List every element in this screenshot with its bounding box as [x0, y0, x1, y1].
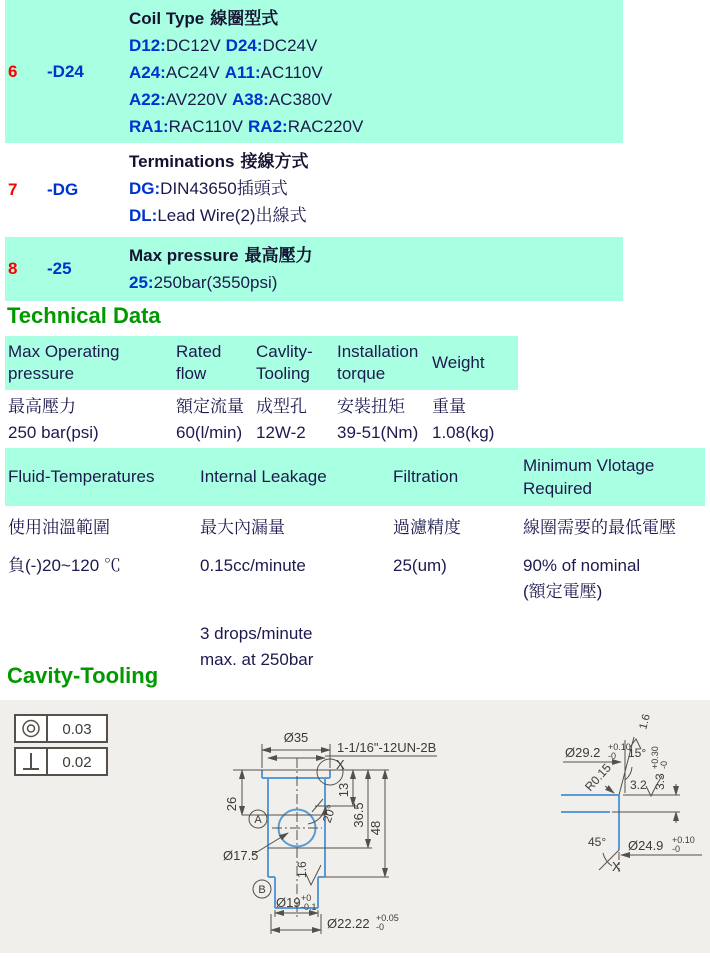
- gdt-frame-concentricity: [15, 715, 107, 742]
- cell-value: 90% of nominal (額定電壓): [523, 556, 641, 601]
- header-minimum-voltage: Minimum Vlotage Required: [523, 456, 655, 498]
- option-value: DC24V: [262, 36, 318, 55]
- order-row-number: 7: [8, 180, 18, 199]
- cell-zh: 重量: [432, 397, 466, 416]
- dim-dia19: Ø19: [276, 895, 301, 910]
- dim-48: 48: [368, 820, 383, 836]
- order-row-code: -25: [47, 259, 72, 278]
- dim-dia29-2: Ø29.2: [565, 745, 601, 760]
- dia22-tol-dn: -0: [376, 922, 385, 932]
- dia24-tol-up: +0.10: [672, 835, 695, 845]
- cell-value: 1.08(kg): [432, 423, 495, 442]
- finish-3-2: 3.2: [630, 778, 647, 792]
- dim-3-3: 3.3: [653, 773, 667, 790]
- order-row-content: [129, 237, 623, 301]
- cell-zh: 線圈需要的最低電壓: [523, 518, 676, 537]
- option-code: DL:: [129, 206, 158, 225]
- cell-value: 250 bar(psi): [8, 423, 99, 442]
- finish-1-6: 1.6: [637, 712, 653, 731]
- termination-option-line: [129, 202, 623, 229]
- cell-zh: 成型孔: [256, 397, 307, 416]
- option-value: DC12V: [165, 36, 221, 55]
- technical-data-table: [5, 336, 518, 446]
- dim-dia22-22: Ø22.22: [327, 916, 370, 931]
- cell-value: 60(l/min): [176, 423, 243, 442]
- detail-x-label: X: [336, 757, 345, 772]
- header-filtration: Filtration: [393, 467, 459, 486]
- option-value: AC110V: [260, 63, 323, 82]
- dim-36-5: 36.5: [351, 802, 366, 828]
- option-value: AC24V: [165, 63, 220, 82]
- option-code: D12:: [129, 36, 166, 55]
- cell-zh: 最高壓力: [8, 397, 76, 416]
- angle-45: 45°: [588, 835, 607, 849]
- fluid-table-header: [5, 448, 705, 506]
- cell-value: 39-51(Nm): [337, 423, 419, 442]
- order-row-max-pressure: [5, 237, 623, 301]
- option-code: DG:: [129, 179, 161, 198]
- order-row-title: [129, 242, 623, 269]
- dia24-tol-dn: -0: [672, 844, 681, 854]
- cell-zh: 額定流量: [176, 397, 244, 416]
- header-installation-torque: Installation torque: [337, 342, 419, 383]
- option-value: DIN43650插頭式: [160, 179, 288, 198]
- technical-table-header: [5, 336, 518, 390]
- cell-zh: 使用油溫範圍: [8, 518, 110, 537]
- dim-13: 13: [336, 782, 351, 798]
- order-row-code: -D24: [47, 61, 84, 81]
- ordering-code-table: [5, 0, 623, 301]
- d33-tol-dn: -0: [659, 760, 669, 769]
- option-code: A11:: [224, 63, 261, 82]
- technical-table-row-values: [5, 420, 518, 446]
- finish-1-6: 1.6: [295, 861, 309, 878]
- angle-15: 15°: [628, 746, 647, 760]
- title-zh: 線圈型式: [210, 9, 279, 28]
- cavity-tooling-drawing: [0, 700, 710, 953]
- coil-option-line: [129, 59, 623, 86]
- cell-zh: 過濾精度: [393, 518, 461, 537]
- order-row-code: -DG: [47, 180, 79, 199]
- option-code: RA1:: [129, 117, 169, 136]
- gdt-frame-perpendicularity: [15, 748, 107, 775]
- option-value: AV220V: [165, 90, 227, 109]
- option-value: 250bar(3550psi): [153, 273, 278, 292]
- title-en: Coil Type: [129, 9, 205, 28]
- order-row-terminations: [5, 143, 623, 237]
- option-code: A38:: [231, 90, 269, 109]
- option-code: RA2:: [248, 117, 288, 136]
- coil-option-line: [129, 113, 623, 140]
- radius-r0-15: R0.15: [582, 760, 614, 794]
- cell-value: 3 drops/minute max. at 250bar: [200, 624, 314, 669]
- header-internal-leakage: Internal Leakage: [200, 467, 327, 486]
- cell-value: 負(-)20~120 ℃: [8, 556, 121, 575]
- cell-value: 12W-2: [256, 423, 306, 442]
- title-zh: 最高壓力: [244, 246, 313, 265]
- coil-option-line: [129, 32, 623, 59]
- coil-option-line: [129, 86, 623, 113]
- datum-a-label: A: [254, 814, 262, 826]
- option-code: D24:: [225, 36, 263, 55]
- gdt-value-concentricity: 0.03: [62, 721, 92, 738]
- fluid-table-row-values: [5, 553, 705, 605]
- technical-data-heading: Technical Data: [7, 303, 161, 328]
- fluid-table: [5, 448, 705, 673]
- title-zh: 接線方式: [240, 152, 309, 171]
- order-row-coil-type: [5, 0, 623, 143]
- datum-b-label: B: [258, 884, 266, 896]
- header-fluid-temperatures: Fluid-Temperatures: [8, 467, 155, 486]
- dim-26: 26: [224, 796, 239, 812]
- option-code: A24:: [129, 63, 166, 82]
- title-en: Max pressure: [129, 246, 239, 265]
- cell-zh: 安裝扭矩: [337, 397, 405, 416]
- option-code: A22:: [129, 90, 166, 109]
- cell-value: 25(um): [393, 556, 447, 575]
- dia29-tol-dn: -0: [608, 751, 617, 761]
- order-row-number: 8: [8, 259, 18, 278]
- header-rated-flow: Rated flow: [176, 342, 222, 383]
- order-row-content: [129, 0, 623, 143]
- title-en: Terminations: [129, 152, 235, 171]
- header-max-operating-pressure: Max Operating pressure: [8, 342, 120, 383]
- dia29-tol-up: +0.10: [608, 742, 631, 752]
- option-value: AC380V: [268, 90, 333, 109]
- cell-zh: 最大內漏量: [200, 518, 285, 537]
- gdt-value-perpendicularity: 0.02: [62, 754, 92, 771]
- thread-spec: 1-1/16"-12UN-2B: [337, 740, 437, 755]
- header-weight: Weight: [432, 353, 485, 372]
- dim-dia35: Ø35: [283, 730, 309, 745]
- option-value: Lead Wire(2)出線式: [157, 206, 307, 225]
- technical-table-row-zh: [5, 394, 518, 420]
- cell-value: 0.15cc/minute: [200, 556, 306, 575]
- detail-x-label: X: [612, 859, 621, 874]
- order-row-number: 6: [8, 61, 18, 81]
- cavity-tooling-heading: Cavity-Tooling: [7, 663, 159, 688]
- termination-option-line: [129, 175, 623, 202]
- dia22-tol-up: +0.05: [376, 913, 399, 923]
- dim-dia24-9: Ø24.9: [628, 838, 664, 853]
- order-row-title: [129, 5, 623, 32]
- header-cavity-tooling: Cavlity- Tooling: [256, 342, 313, 383]
- d33-tol-up: +0.30: [650, 746, 660, 769]
- option-value: RAC220V: [287, 117, 364, 136]
- option-value: RAC110V: [168, 117, 244, 136]
- fluid-table-row-zh: [5, 515, 705, 541]
- angle-20: 20°: [319, 802, 339, 825]
- dia19-tol-dn: -0.1: [301, 902, 317, 912]
- order-row-content: [129, 143, 623, 237]
- dim-dia17-5: Ø17.5: [223, 848, 259, 863]
- order-row-title: [129, 148, 623, 175]
- option-code: 25:: [129, 273, 154, 292]
- dia19-tol-up: +0: [301, 893, 312, 903]
- pressure-option-line: [129, 269, 623, 296]
